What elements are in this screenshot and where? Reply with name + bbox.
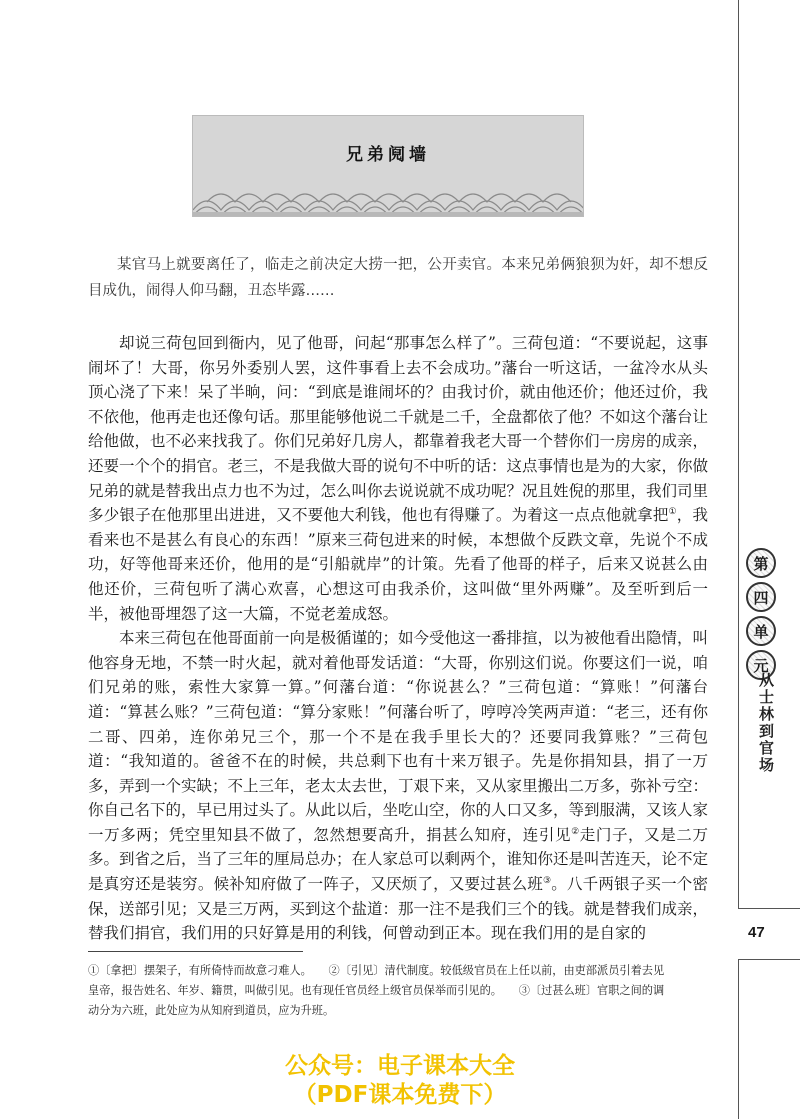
text-run: 走门子，又是二万多。到省之后，当了三年的厘局总办；在人家总可以剩两个，谁知你还是叫苦连天，论不定是真穷还是装穷。候补知府做了一阵子，又厌烦了，又要过甚么班 — [88, 825, 709, 894]
unit-char: 单 — [746, 616, 776, 646]
footnote-rule — [88, 951, 303, 952]
body-text — [88, 331, 708, 946]
cloud-pattern-decoration — [193, 176, 584, 216]
chapter-title: 兄弟阋墙 — [346, 145, 430, 165]
footnote-ref[interactable]: ③ — [543, 875, 552, 886]
footnote-ref[interactable]: ① — [668, 507, 677, 517]
unit-char: 四 — [746, 582, 776, 612]
title-banner — [192, 115, 584, 217]
watermark-line: （PDF课本免费下） — [293, 1082, 507, 1108]
text-run: 却说三荷包回到衙内，见了他哥，问起“那事怎么样了”。三荷包道：“不要说起，这事闹坏了！大哥，你另外委别人罢，这件事看上去不会成功。”藩台一听这话，一盆冷水从头顶心浇了下来！呆了半晌，问：“到底是谁闹坏的？由我讨价，就由他还价；他还过价，我不依他，他再走也还像句话。那里能够他说二千就是二千，全盘都依了他？不如这个藩台让给他做，也不必来找我了。你们兄弟好几房人，都靠着我老大哥一个替你们一房房的成亲，还要一个个的捐官。老三，不是我做大哥的说句不中听的话：这点事情也是为的大家，你做兄弟的就是替我出点力也不为过，怎么叫你去说说就不成功呢？况且姓倪的那里，我们司里多少银子在他那里出进进，又不要他大利钱，他也有得赚了。为着这一点点他就拿把 — [88, 334, 709, 525]
unit-char: 元 — [746, 650, 776, 680]
intro-paragraph: 某官马上就要离任了，临走之前决定大捞一把，公开卖官。本来兄弟俩狼狈为奸，却不想反目成仇，闹得人仰马翻，丑态毕露…… — [88, 257, 708, 299]
footnote-line: ①〔拿把〕摆架子，有所倚恃而故意刁难人。 ②〔引见〕清代制度。较低级官员在上任以前，由吏部派员引着去见 — [88, 964, 665, 977]
chapter-intro — [88, 252, 708, 304]
unit-tab — [743, 548, 779, 680]
unit-title: 从士林到官场 — [757, 672, 775, 774]
footnote-line: 动分为六班，此处应为从知府到道员，应为升班。 — [88, 1004, 335, 1017]
text-run: 本来三荷包在他哥面前一向是极循谨的；如今受他这一番排揎，以为被他看出隐情，叫他容身无地，不禁一时火起，就对着他哥发话道：“大哥，你别这们说。你要这们一说，咱们兄弟的账，索性大家算一算。”何藩台道：“你说甚么？”三荷包道：“算账！”何藩台道：“算甚么账？”三荷包道：“算分家账！”何藩台听了，哼哼冷笑两声道：“老三，还有你二哥、四弟，连你弟兄三个，那一个不是在我手里长大的？还要同我算账？”三荷包道：“我知道的。爸爸不在的时候，共总剩下也有十来万银子。先是你捐知县，捐了一万多，弄到一个实缺；不上三年，老太太去世，丁艰下来，又从家里搬出二万多，弥补亏空：你自己名下的，早已用过头了。从此以后，坐吃山空，你的人口又多，等到服满，又该人家一万多两；凭空里知县不做了，忽然想要高升，捐甚么知府，连引见 — [88, 629, 709, 844]
footnote-line: 皇帝，报告姓名、年岁、籍贯，叫做引见。也有现任官员经上级官员保举而引见的。 ③〔过甚么班〕官职之间的调 — [88, 984, 665, 997]
unit-char: 第 — [746, 548, 776, 578]
footnotes — [88, 961, 710, 1021]
page-number: 47 — [748, 924, 765, 941]
body-paragraph — [88, 626, 708, 946]
body-paragraph — [88, 331, 708, 626]
text-run: 。八千两银子买一个密保，送部引见；又是三万两，买到这个盐道：那一注不是我们三个的钱。就是替我们成亲，替我们捐官，我们用的只好算是用的利钱，何曾动到正本。现在我们用的是自家的 — [88, 875, 709, 943]
text-run: ，我看来也不是甚么有良心的东西！”原来三荷包进来的时候，本想做个反跌文章，先说个不成功，好等他哥来还价，他用的是“引船就岸”的计策。先看了他哥的样子，后来又说甚么由他还价，三荷包听了满心欢喜，心想这可由我杀价，这叫做“里外两赚”。及至听到后一半，被他哥埋怨了这一大篇，不觉老羞成怒。 — [88, 506, 708, 623]
footnote-ref[interactable]: ② — [571, 826, 580, 837]
watermark-line: 公众号：电子课本大全 — [285, 1053, 515, 1079]
